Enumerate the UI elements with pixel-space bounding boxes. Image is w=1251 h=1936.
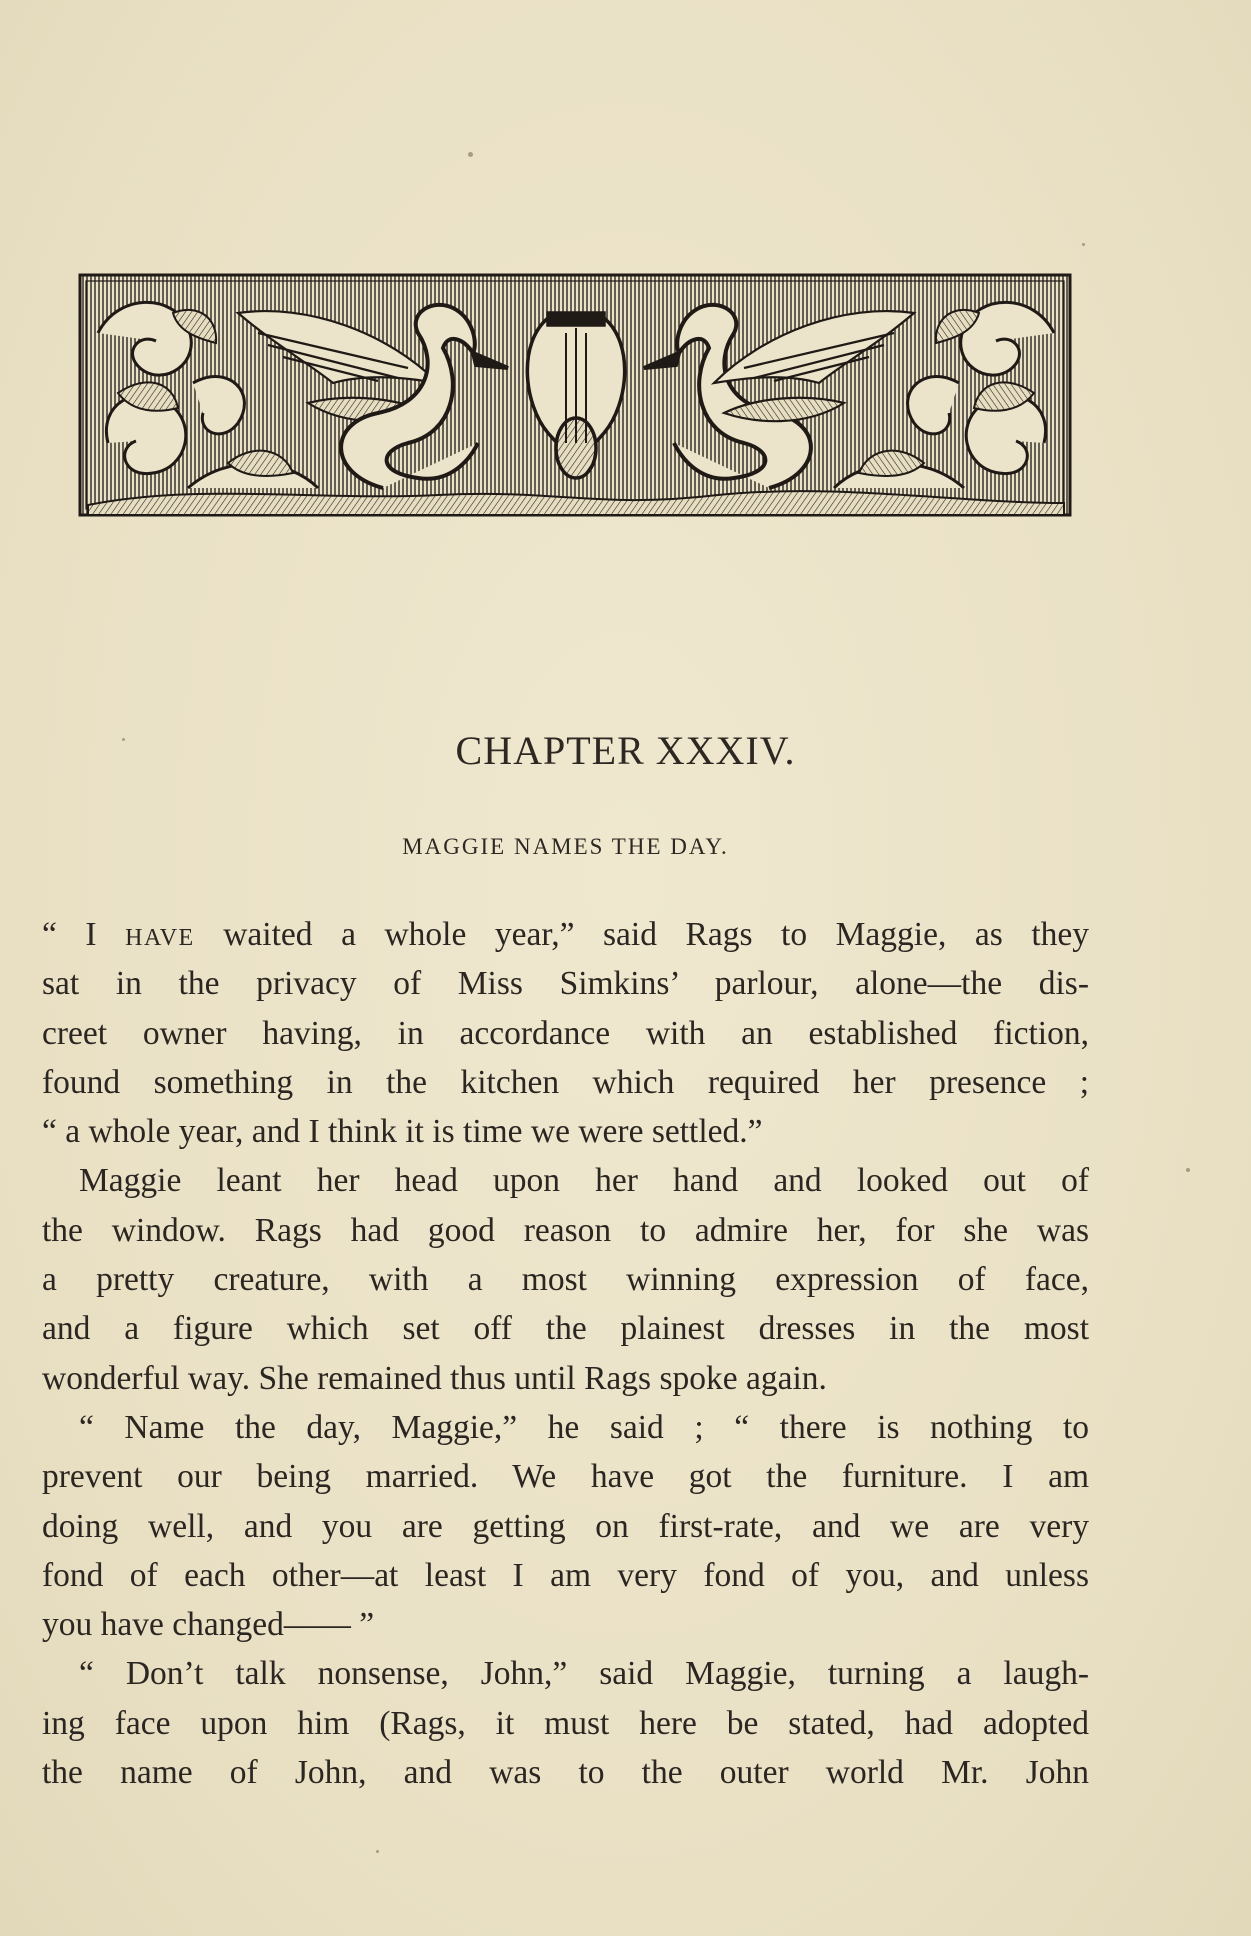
text-line: fond of each other—at least I am very fond of you, and unless: [42, 1556, 1089, 1594]
text-line: sat in the privacy of Miss Simkins’ parlour, alone—the dis-: [42, 965, 1089, 1003]
text-line: doing well, and you are getting on first-rate, and we are very: [42, 1507, 1089, 1545]
text-line: ing face upon him (Rags, it must here be stated, had adopted: [42, 1704, 1089, 1742]
text-line: a pretty creature, with a most winning expression of face,: [42, 1261, 1089, 1299]
speck: [122, 738, 125, 741]
speck: [468, 152, 473, 157]
text-line: [42, 910, 1089, 959]
text-line: you have changed—— ”: [42, 1606, 375, 1644]
text-line: the name of John, and was to the outer world Mr. John: [42, 1754, 1089, 1792]
text-line: prevent our being married. We have got the furniture. I am: [42, 1458, 1089, 1496]
text-line: the window. Rags had good reason to admire her, for she was: [42, 1211, 1089, 1249]
chapter-subtitle: MAGGIE NAMES THE DAY.: [402, 834, 729, 859]
text-line-content: waited a whole year,” said Rags to Maggie, as they: [194, 916, 1090, 953]
swans-lyre-headpiece-ornament: [78, 273, 1074, 523]
text-line: wonderful way. She remained thus until Rags spoke again.: [42, 1359, 827, 1397]
chapter-title: CHAPTER XXXIV.: [455, 728, 796, 773]
text-line: “ Don’t talk nonsense, John,” said Maggie, turning a laugh-: [79, 1655, 1089, 1693]
opening-quote: “ I: [42, 916, 126, 953]
speck: [376, 1850, 379, 1853]
body-text: [42, 910, 1089, 1797]
speck: [1082, 243, 1085, 246]
text-line: “ Name the day, Maggie,” he said ; “ there is nothing to: [79, 1408, 1089, 1446]
text-line: Maggie leant her head upon her hand and looked out of: [79, 1162, 1089, 1200]
speck: [1186, 1168, 1190, 1172]
opening-small-caps: HAVE: [125, 925, 195, 951]
text-line: creet owner having, in accordance with an established fiction,: [42, 1014, 1089, 1052]
text-line: found something in the kitchen which required her presence ;: [42, 1063, 1089, 1101]
text-line: “ a whole year, and I think it is time we were settled.”: [42, 1113, 763, 1151]
text-line: and a figure which set off the plainest dresses in the most: [42, 1310, 1089, 1348]
